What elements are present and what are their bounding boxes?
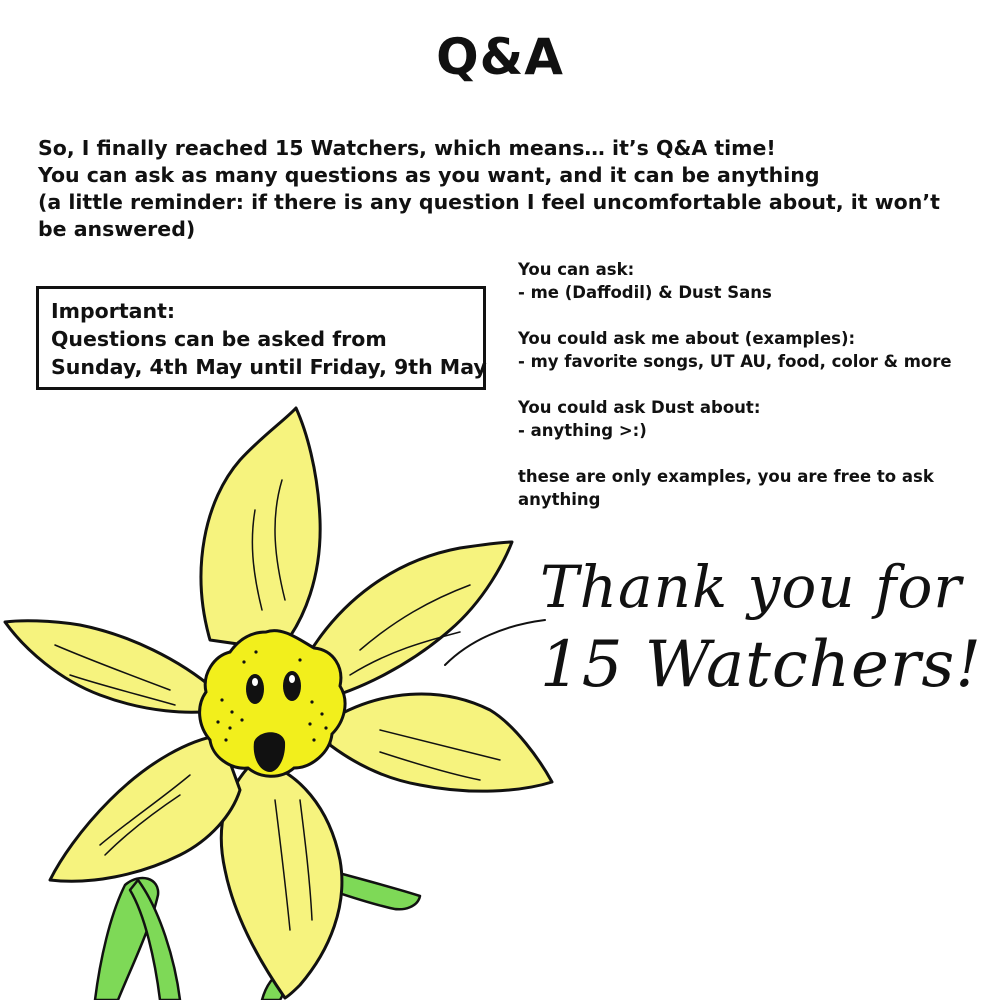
important-line: Questions can be asked from (51, 327, 387, 351)
me-item: - my favorite songs, UT AU, food, color & more (518, 352, 952, 371)
ask-item: - me (Daffodil) & Dust Sans (518, 283, 772, 302)
ask-heading: You can ask: (518, 260, 635, 279)
important-heading: Important: (51, 299, 176, 323)
thank-you-line: Thank you for (540, 553, 963, 621)
dust-heading: You could ask Dust about: (518, 398, 761, 417)
dust-item: - anything >:) (518, 421, 647, 440)
intro-line: (a little reminder: if there is any question I feel uncomfortable about, it won’t be answered) (38, 190, 940, 241)
important-line: Sunday, 4th May until Friday, 9th May (51, 355, 487, 379)
watchers-line: 15 Watchers! (540, 628, 982, 702)
intro-line: So, I finally reached 15 Watchers, which means… it’s Q&A time! (38, 136, 776, 160)
me-heading: You could ask me about (examples): (518, 329, 856, 348)
intro-line: You can ask as many questions as you want, and it can be anything (38, 163, 820, 187)
speech-line (445, 620, 545, 665)
thank-you-message (540, 548, 980, 704)
examples-note: these are only examples, you are free to ask anything (518, 467, 934, 509)
page-title: Q&A (436, 28, 564, 86)
